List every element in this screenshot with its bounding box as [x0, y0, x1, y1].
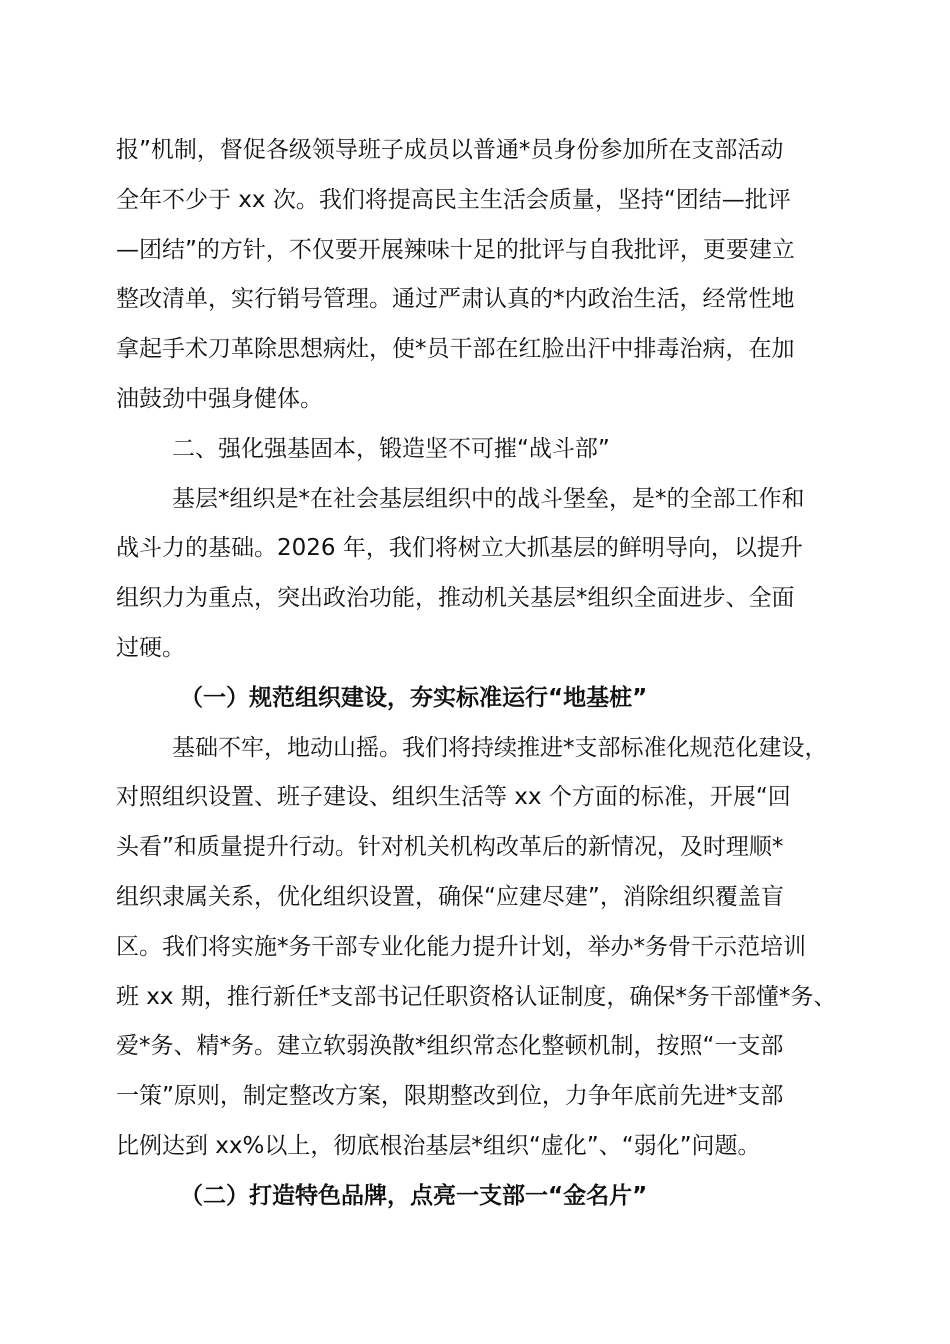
text-line: 爱*务、精*务。建立软弱涣散*组织常态化整顿机制，按照“一支部 — [116, 1033, 784, 1060]
text-line: 整改清单，实行销号管理。通过严肃认真的*内政治生活，经常性地 — [116, 286, 795, 313]
paragraph-grassroots — [116, 475, 838, 674]
text-line: 全年不少于 xx 次。我们将提高民主生活会质量，坚持“团结—批评 — [116, 186, 791, 213]
text-line: 基层*组织是*在社会基层组织中的战斗堡垒，是*的全部工作和 — [172, 485, 805, 512]
text-line: 油鼓劲中强身健体。 — [116, 385, 323, 412]
text-line: 基础不牢，地动山摇。我们将持续推进*支部标准化规范化建设， — [172, 734, 828, 761]
text-line: 班 xx 期，推行新任*支部书记任职资格认证制度，确保*务干部懂*务、 — [116, 983, 837, 1010]
text-line: 拿起手术刀革除思想病灶，使*员干部在红脸出汗中排毒治病，在加 — [116, 336, 795, 363]
text-line: 比例达到 xx%以上，彻底根治基层*组织“虚化”、“弱化”问题。 — [116, 1132, 761, 1159]
text-line: 对照组织设置、班子建设、组织生活等 xx 个方面的标准，开展“回 — [116, 784, 791, 811]
subheading-brand: （二）打造特色品牌，点亮一支部一“金名片” — [180, 1182, 648, 1209]
text-line: 区。我们将实施*务干部专业化能力提升计划，举办*务骨干示范培训 — [116, 933, 806, 960]
text-line: —团结”的方针，不仅要开展辣味十足的批评与自我批评，更要建立 — [116, 236, 795, 263]
paragraph-supervision — [116, 126, 838, 425]
text-line: 组织隶属关系，优化组织设置，确保“应建尽建”，消除组织覆盖盲 — [116, 883, 784, 910]
text-line: 头看”和质量提升行动。针对机关机构改革后的新情况，及时理顺* — [116, 834, 784, 861]
text-line: 报”机制，督促各级领导班子成员以普通*员身份参加所在支部活动 — [116, 137, 784, 163]
document-body — [116, 126, 838, 1222]
subheading-organization: （一）规范组织建设，夯实标准运行“地基桩” — [180, 684, 648, 711]
section-heading: 二、强化强基固本，锻造坚不可摧“战斗部” — [172, 435, 610, 462]
paragraph-standardization — [116, 724, 838, 1172]
text-line: 战斗力的基础。2026 年，我们将树立大抓基层的鲜明导向，以提升 — [116, 535, 803, 562]
text-line: 过硬。 — [116, 634, 185, 661]
text-line: 组织力为重点，突出政治功能，推动机关基层*组织全面进步、全面 — [116, 585, 795, 612]
text-line: 一策”原则，制定整改方案，限期整改到位，力争年底前先进*支部 — [116, 1083, 784, 1110]
